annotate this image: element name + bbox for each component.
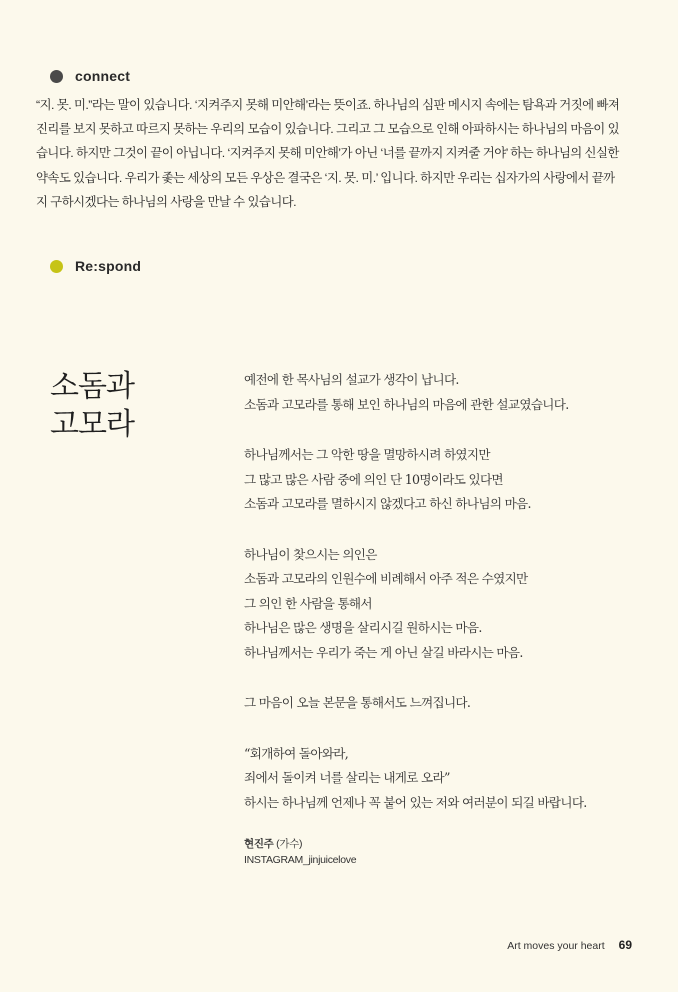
page-footer [507, 938, 632, 952]
poem-line: 소돔과 고모라의 인원수에 비례해서 아주 적은 수였지만 [244, 571, 528, 586]
poem-title [50, 368, 134, 444]
poem-line: 하나님은 많은 생명을 살리시길 원하시는 마음. [244, 620, 482, 635]
poem-stanza [244, 368, 644, 417]
poem-line: 소돔과 고모라를 멸하시지 않겠다고 하신 하나님의 마음. [244, 496, 531, 511]
author-credit [244, 836, 356, 868]
poem-line: 하나님께서는 그 악한 땅을 멸망하시려 하였지만 [244, 447, 490, 462]
respond-heading-label: Re:spond [75, 258, 142, 274]
respond-bullet-icon [50, 260, 63, 273]
author-instagram: INSTAGRAM_jinjuicelove [244, 854, 357, 866]
poem-line: 하시는 하나님께 언제나 꼭 붙어 있는 저와 여러분이 되길 바랍니다. [244, 794, 587, 810]
connect-line: 약속도 있습니다. 우리가 좇는 세상의 모든 우상은 결국은 ‘지. 못. 미.’ 입니다. 하지만 우리는 십자가의 사랑에서 끝까 [36, 170, 615, 185]
poem-title-line: 고모라 [50, 407, 134, 442]
poem-stanza [244, 543, 644, 666]
poem-stanza [244, 742, 644, 816]
poem-line: 하나님이 찾으시는 의인은 [244, 546, 377, 562]
respond-heading [50, 258, 141, 274]
connect-line: 진리를 보지 못하고 따르지 못하는 우리의 모습이 있습니다. 그리고 그 모습으로 인해 아파하시는 하나님의 마음이 있 [36, 122, 619, 137]
connect-line: “지. 못. 미.”라는 말이 있습니다. ‘지켜주지 못해 미안해’라는 뜻이죠. 하나님의 심판 메시지 속에는 탐욕과 거짓에 빠져 [36, 98, 620, 112]
poem-line: 그 의인 한 사람을 통해서 [244, 595, 372, 611]
poem-line: 예전에 한 목사님의 설교가 생각이 납니다. [244, 372, 459, 387]
author-role: (가수) [276, 838, 303, 850]
poem-line: 그 많고 많은 사람 중에 의인 단 10명이라도 있다면 [244, 471, 503, 487]
footer-tagline: Art moves your heart [507, 940, 605, 952]
poem-line: 그 마음이 오늘 본문을 통해서도 느껴집니다. [244, 695, 471, 710]
author-name: 현진주 [244, 838, 274, 850]
connect-line: 습니다. 하지만 그것이 끝이 아닙니다. ‘지켜주지 못해 미안해’가 아닌 ‘너를 끝까지 지켜줄 거야’ 하는 하나님의 신실한 [36, 146, 619, 161]
connect-bullet-icon [50, 70, 63, 83]
poem-stanza [244, 443, 644, 517]
poem-line: 죄에서 돌이켜 너를 살리는 내게로 오라” [244, 770, 450, 785]
poem-line: 하나님께서는 우리가 죽는 게 아닌 살길 바라시는 마음. [244, 644, 523, 660]
poem-stanza [244, 691, 644, 716]
page-number: 69 [618, 938, 632, 952]
poem-title-line: 소돔과 [50, 369, 134, 404]
connect-line: 지 구하시겠다는 하나님의 사랑을 만날 수 있습니다. [36, 194, 297, 209]
poem-line: 소돔과 고모라를 통해 보인 하나님의 마음에 관한 설교였습니다. [244, 396, 569, 412]
connect-heading-label: connect [75, 68, 131, 84]
poem-line: “회개하여 돌아와라, [244, 745, 349, 761]
connect-paragraph [36, 93, 636, 214]
connect-heading [50, 68, 130, 84]
poem-body [244, 368, 644, 841]
